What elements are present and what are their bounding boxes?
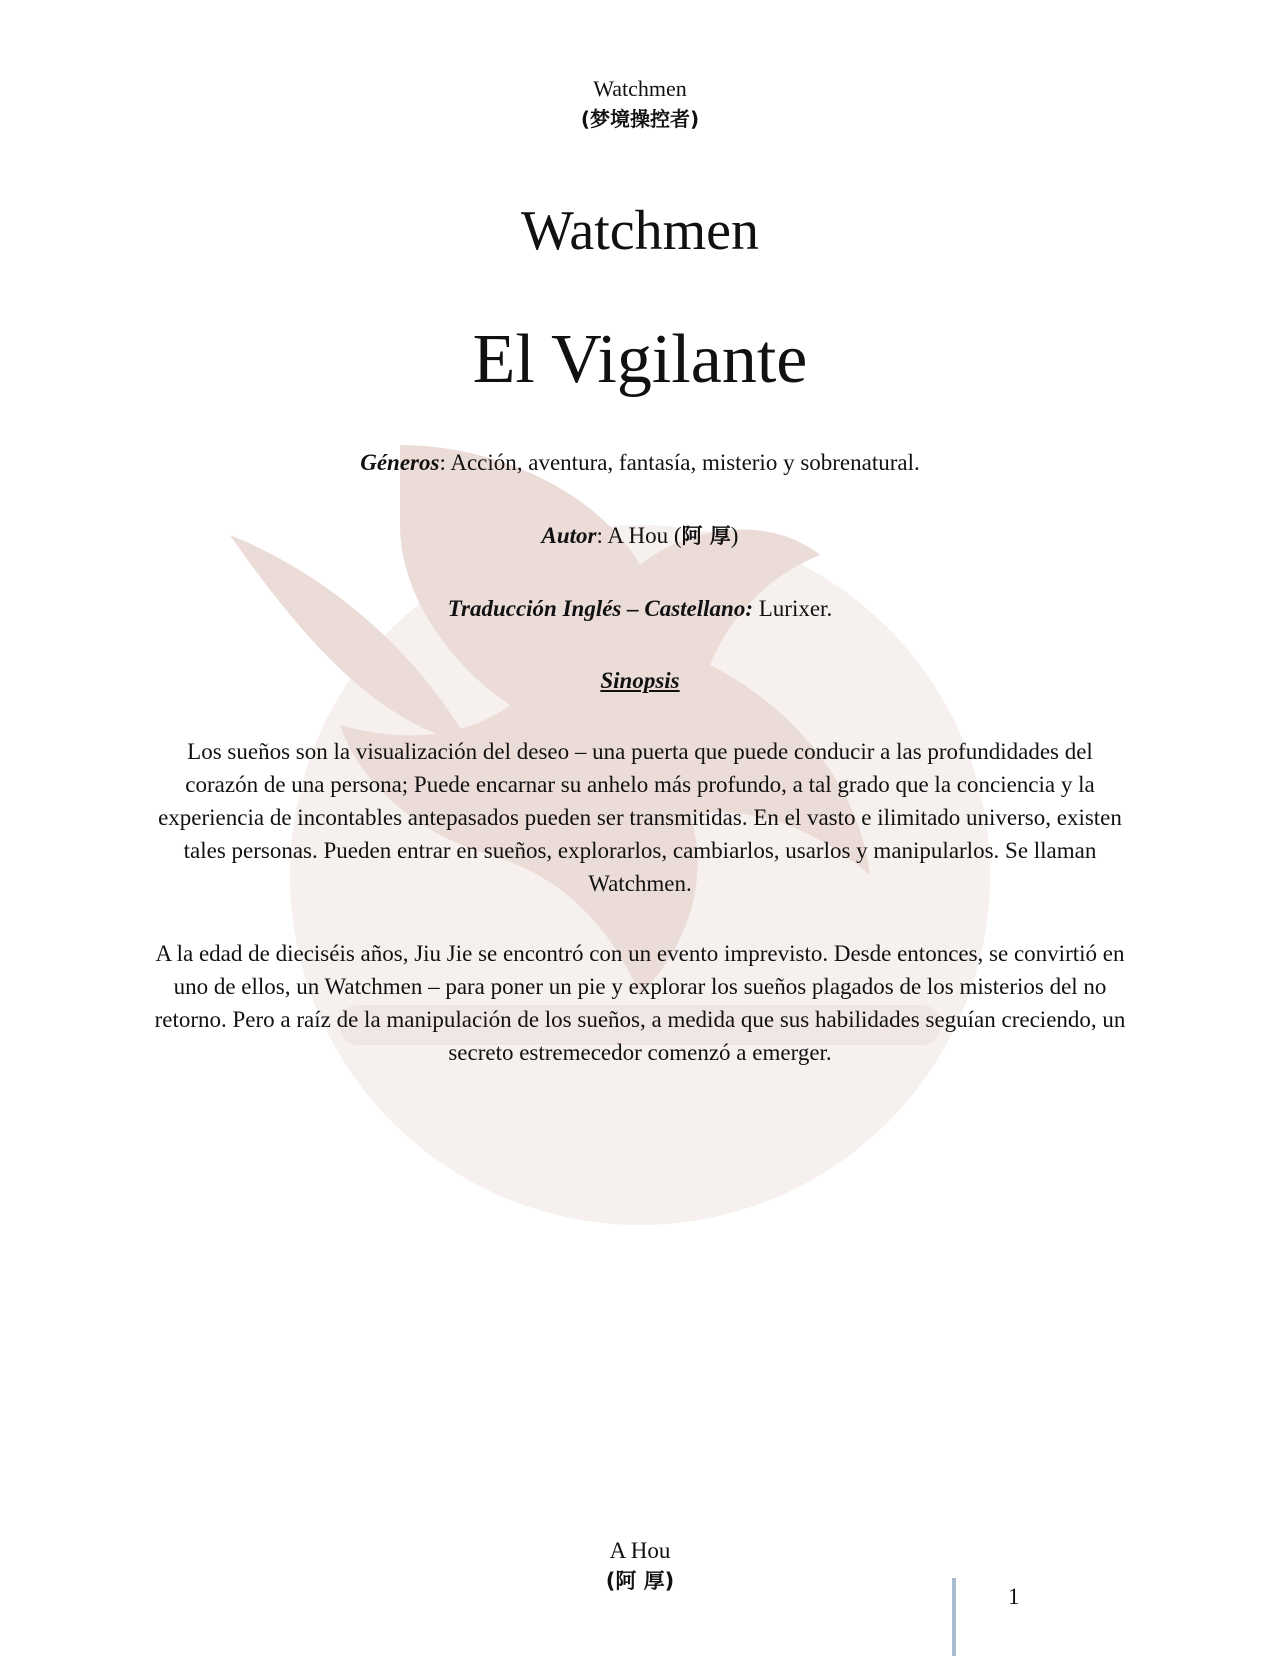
page-footer xyxy=(0,1536,1280,1596)
translation-value: Lurixer. xyxy=(753,596,833,621)
page-header xyxy=(0,74,1280,134)
header-subtitle: (梦境操控者) xyxy=(580,107,700,131)
page-number-rule xyxy=(952,1578,956,1656)
author-close: ) xyxy=(730,523,739,548)
author-line xyxy=(0,521,1280,551)
translation-label: Traducción Inglés – Castellano: xyxy=(447,596,753,621)
genres-line xyxy=(0,448,1280,478)
synopsis-paragraph-2: A la edad de dieciséis años, Jiu Jie se encontró con un evento imprevisto. Desde entonces, se convirtió en uno de ellos, un Watchmen – para poner un pie y explorar los sueños plagados de los misterios del no retorno. Pero a raíz de la manipulación de los sueños, a medida que sus habilidades seguían creciendo, un secreto estremecedor comenzó a emerger. xyxy=(154,941,1126,1065)
footer-author-cjk: (阿 厚) xyxy=(605,1569,675,1593)
book-title: Watchmen xyxy=(520,200,760,262)
author-value: : A Hou ( xyxy=(596,523,682,548)
genres-label: Géneros xyxy=(360,450,440,475)
synopsis-paragraph-1: Los sueños son la visualización del deseo – una puerta que puede conducir a las profundidades del corazón de una persona; Puede encarnar su anhelo más profundo, a tal grado que la conciencia y la experiencia de incontables antepasados pueden ser transmitidas. En el vasto e ilimitado universo, existen tales personas. Pueden entrar en sueños, explorarlos, cambiarlos, usarlos y manipularlos. Se llaman Watchmen. xyxy=(158,739,1122,896)
footer-author: A Hou xyxy=(609,1538,671,1563)
synopsis-heading: Sinopsis xyxy=(600,668,680,693)
header-title: Watchmen xyxy=(593,76,687,101)
book-subtitle: El Vigilante xyxy=(472,321,808,398)
page-number: 1 xyxy=(1008,1584,1020,1609)
synopsis-heading-line xyxy=(0,666,1280,696)
author-cjk: 阿 厚 xyxy=(681,524,731,548)
author-label: Autor xyxy=(541,523,597,548)
translation-line xyxy=(0,594,1280,624)
genres-value: : Acción, aventura, fantasía, misterio y sobrenatural. xyxy=(439,450,920,475)
